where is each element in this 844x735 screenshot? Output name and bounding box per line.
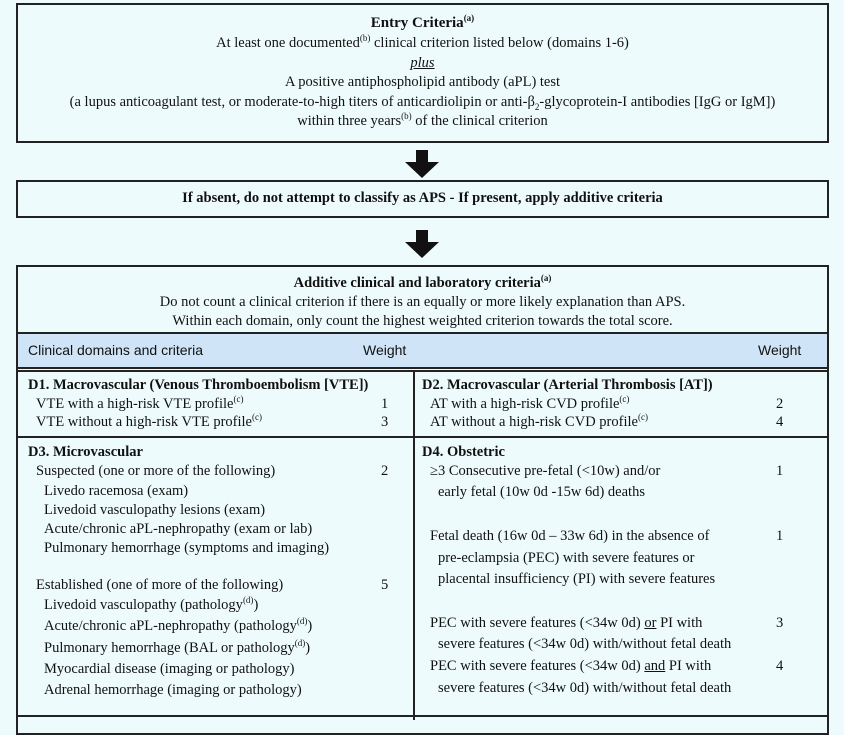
additive-title: Additive clinical and laboratory criteria$^{(a)}$ [293,273,552,291]
decision-box [16,180,829,218]
divider [16,370,829,372]
d3-established-weight: 5 [381,577,389,593]
d3-established-item: Acute/chronic aPL-nephropathy (pathology$^{(d)}$) [44,616,313,634]
d3-suspected-item: Acute/chronic aPL-nephropathy (exam or lab) [44,521,313,537]
d3-suspected-item: Livedo racemosa (exam) [44,483,189,499]
d1-row-1-weight: 1 [381,396,389,412]
d4-row-4-line-2: severe features (<34w 0d) with/without fetal death [438,680,732,696]
d2-title: D2. Macrovascular (Arterial Thrombosis [AT]) [422,377,713,393]
d4-row-2-line-2: pre-eclampsia (PEC) with severe features or [438,550,695,566]
d2-row-1: AT with a high-risk CVD profile$^{(c)}$ [430,394,630,412]
d4-row-3-line-2: severe features (<34w 0d) with/without fetal death [438,636,732,652]
d4-title: D4. Obstetric [422,444,505,460]
d3-established-label: Established (one of more of the following) [36,577,284,593]
d2-row-1-weight: 2 [776,396,784,412]
d3-established-item: Myocardial disease (imaging or pathology) [44,661,295,677]
divider [16,715,829,717]
divider [413,370,415,720]
d1-row-1: VTE with a high-risk VTE profile$^{(c)}$ [36,394,244,412]
additive-line-2: Within each domain, only count the highest weighted criterion towards the total score. [172,313,673,329]
d4-row-1-line-1: ≥3 Consecutive pre-fetal (<10w) and/or [430,463,661,479]
d3-suspected-weight: 2 [381,463,389,479]
d4-row-3-weight: 3 [776,615,784,631]
d4-row-2-weight: 1 [776,528,784,544]
d4-row-2-line-1: Fetal death (16w 0d – 33w 6d) in the absence of [430,528,710,544]
entry-criteria-box [16,3,829,143]
d3-suspected-item: Pulmonary hemorrhage (symptoms and imaging) [44,540,330,556]
d3-established-item: Livedoid vasculopathy (pathology$^{(d)}$) [44,595,259,613]
additive-line-1: Do not count a clinical criterion if there is an equally or more likely explanation than APS. [159,294,686,310]
table-header [18,332,827,369]
entry-plus: plus [410,55,435,71]
d3-established-item: Pulmonary hemorrhage (BAL or pathology$^{(d)}$) [44,638,311,656]
header-weight-right: Weight [758,342,802,358]
divider [16,436,829,438]
header-weight-left: Weight [363,342,407,358]
d3-suspected-item: Livedoid vasculopathy lesions (exam) [44,502,266,518]
d3-suspected-label: Suspected (one or more of the following) [36,463,276,479]
d3-title: D3. Microvascular [28,444,143,460]
d1-row-2: VTE without a high-risk VTE profile$^{(c)}$ [36,412,262,430]
d1-row-2-weight: 3 [381,414,389,430]
entry-line-3: A positive antiphospholipid antibody (aPL) test [284,74,561,90]
d4-row-3-line-1: PEC with severe features (<34w 0d) or PI with [430,615,703,631]
decision-text: If absent, do not attempt to classify as APS - If present, apply additive criteria [182,190,663,206]
d4-row-4-line-1: PEC with severe features (<34w 0d) and PI with [430,658,712,674]
entry-line-1: At least one documented$^{(b)}$ clinical criterion listed below (domains 1-6) [216,33,629,51]
d2-row-2-weight: 4 [776,414,784,430]
entry-criteria-title: Entry Criteria$^{(a)}$ [370,13,475,31]
d4-row-2-line-3: placental insufficiency (PI) with severe features [438,571,716,587]
d4-row-4-weight: 4 [776,658,784,674]
entry-line-5: within three years$^{(b)}$ of the clinical criterion [297,111,548,129]
d4-row-1-line-2: early fetal (10w 0d -15w 6d) deaths [438,484,645,500]
header-domains: Clinical domains and criteria [28,342,204,358]
entry-line-4: (a lupus anticoagulant test, or moderate-to-high titers of anticardiolipin or anti-$\beta_2-glycoprotein-I$ antibodies [IgG or IgM]) [69,94,776,112]
d3-established-item: Adrenal hemorrhage (imaging or pathology) [44,682,302,698]
d4-row-1-weight: 1 [776,463,784,479]
d2-row-2: AT without a high-risk CVD profile$^{(c)}$ [430,412,648,430]
d1-title: D1. Macrovascular (Venous Thromboembolism [VTE]) [28,377,369,393]
